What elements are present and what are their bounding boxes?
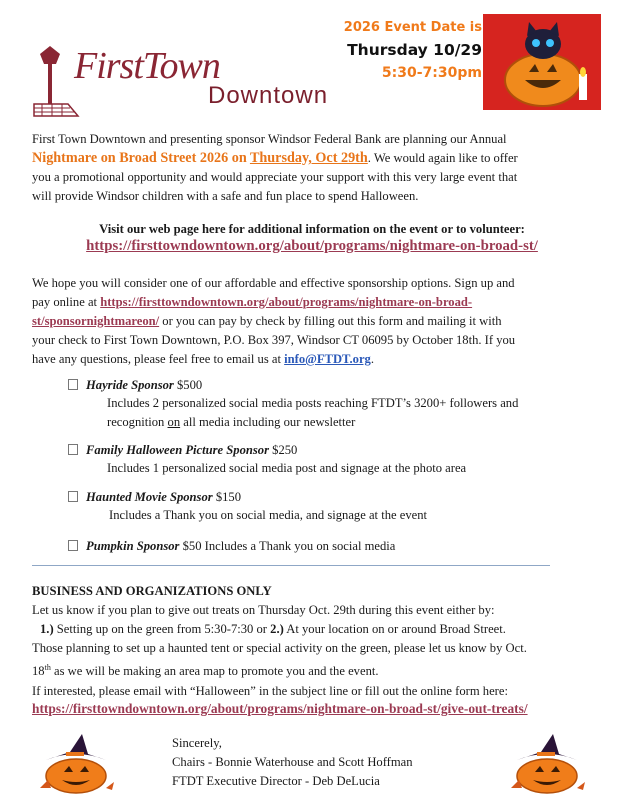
sponsor-line-5-pre: have any questions, please feel free to email us at (32, 352, 285, 366)
sponsor-line-2 (32, 293, 592, 312)
business-line-1: Let us know if you plan to give out treats on Thursday Oct. 29th during this event either by: (32, 603, 495, 617)
sponsor-name: Family Halloween Picture Sponsor (86, 443, 269, 457)
halloween-poster-image (483, 14, 601, 110)
event-date-label: 2026 Event Date is (343, 20, 482, 35)
sponsor-desc-line (107, 413, 577, 432)
section-divider (32, 565, 550, 566)
sponsor-signup-link-part1[interactable]: https://firsttowndowntown.org/about/programs/nightmare-on-broad- (100, 295, 473, 309)
sponsor-name: Haunted Movie Sponsor (86, 490, 213, 504)
sponsor-price: $500 (176, 378, 203, 392)
option-2-number: 2.) (270, 622, 284, 636)
sponsor-price: $50 Includes a Thank you on social media (182, 539, 396, 553)
logo-sub-text: Downtown (208, 82, 329, 109)
sponsor-line-3-post: or you can pay by check by filling out this form and mailing it with (159, 314, 502, 328)
closing-block (172, 734, 413, 791)
sponsor-option-pumpkin[interactable] (68, 537, 395, 556)
sponsor-desc-part: recognition (107, 415, 168, 429)
sponsor-line-4: your check to First Town Downtown, P.O. Box 397, Windsor CT 06095 by October 18th. If you (32, 333, 516, 347)
sponsor-desc-haunted-movie: Includes a Thank you on social media, and signage at the event (109, 508, 428, 522)
sponsor-line-5-post: . (370, 352, 374, 366)
sponsor-desc-on: on (167, 415, 181, 429)
intro-line-4: will provide Windsor children with a safe and fun place to spend Halloween. (32, 189, 419, 203)
sponsor-price: $250 (272, 443, 298, 457)
business-line-4-rest: as we will be making an area map to promote you and the event. (50, 664, 379, 679)
logo-script-text: FirstTown (74, 45, 220, 87)
checkbox-icon[interactable] (68, 491, 78, 502)
event-date: Thursday, Oct 29th (249, 150, 368, 166)
lamppost-icon (30, 44, 80, 124)
sponsor-line-5 (32, 350, 592, 369)
option-1-text: Setting up on the green from 5:30-7:30 or (53, 622, 271, 636)
sponsor-name: Pumpkin Sponsor (86, 539, 180, 553)
sponsor-name: Hayride Sponsor (86, 378, 174, 392)
sponsor-option-haunted-movie[interactable] (68, 488, 241, 507)
sponsor-price: $150 (215, 490, 242, 504)
business-line-4-num: 18 (32, 664, 45, 679)
closing-director: FTDT Executive Director - Deb DeLucia (172, 774, 380, 788)
closing-sincerely: Sincerely, (172, 736, 222, 750)
intro-line-2-rest: . We would again like to offer (367, 151, 518, 165)
event-webpage-link[interactable]: https://firsttowndowntown.org/about/programs/nightmare-on-broad-st/ (86, 238, 538, 254)
event-date-time: 5:30-7:30pm (381, 65, 482, 81)
event-name: Nightmare on Broad Street 2026 on (32, 150, 247, 166)
event-date-box (330, 16, 482, 85)
sponsor-option-family-picture[interactable] (68, 441, 297, 460)
pumpkin-witch-hat-icon (505, 730, 589, 794)
sponsor-desc-line: Includes 2 personalized social media posts reaching FTDT’s 3200+ followers and (107, 396, 519, 410)
intro-line-1: First Town Downtown and presenting sponsor Windsor Federal Bank are planning our Annual (32, 132, 507, 146)
sponsor-desc-hayride (107, 394, 577, 432)
closing-chairs: Chairs - Bonnie Waterhouse and Scott Hoffman (172, 755, 413, 769)
sponsor-signup-link-part2[interactable]: st/sponsornightmareon/ (32, 314, 160, 328)
business-section (32, 582, 602, 681)
intro-line-3: you a promotional opportunity and would appreciate your support with this very large event that (32, 170, 518, 184)
pumpkin-witch-hat-icon (36, 730, 120, 794)
checkbox-icon[interactable] (68, 540, 78, 551)
sponsor-option-hayride[interactable] (68, 376, 202, 395)
email-link[interactable]: info@FTDT.org (284, 352, 371, 366)
sponsor-desc-part: all media including our newsletter (180, 415, 356, 429)
interest-line: If interested, please email with “Halloween” in the subject line or fill out the online form here: (32, 684, 508, 698)
intro-paragraph (32, 130, 592, 206)
business-options (32, 620, 602, 639)
web-heading: Visit our web page here for additional information on the event or to volunteer: (99, 222, 525, 236)
give-out-treats-link[interactable]: https://firsttowndowntown.org/about/programs/nightmare-on-broad-st/give-out-treats/ (32, 701, 528, 716)
pumpkin-cat-icon (483, 14, 601, 110)
business-heading: BUSINESS AND ORGANIZATIONS ONLY (32, 584, 272, 598)
checkbox-icon[interactable] (68, 379, 78, 390)
sponsor-desc-family-picture: Includes 1 personalized social media post and signage at the photo area (107, 461, 467, 475)
intro-line-2 (32, 149, 592, 168)
option-2-text: At your location on or around Broad Street. (283, 622, 506, 636)
business-line-3: Those planning to set up a haunted tent or special activity on the green, please let us know by Oct. (32, 641, 527, 655)
event-date-day: Thursday 10/29 (347, 41, 482, 59)
sponsor-line-2-pre: pay online at (32, 295, 101, 309)
sponsorship-paragraph (32, 274, 592, 369)
checkbox-icon[interactable] (68, 444, 78, 455)
sponsor-line-3 (32, 312, 592, 331)
option-1-number: 1.) (40, 622, 54, 636)
business-line-4-sup: th (44, 663, 51, 672)
sponsor-line-1: We hope you will consider one of our affordable and effective sponsorship options. Sign up and (32, 276, 515, 290)
business-line-4 (32, 658, 602, 681)
